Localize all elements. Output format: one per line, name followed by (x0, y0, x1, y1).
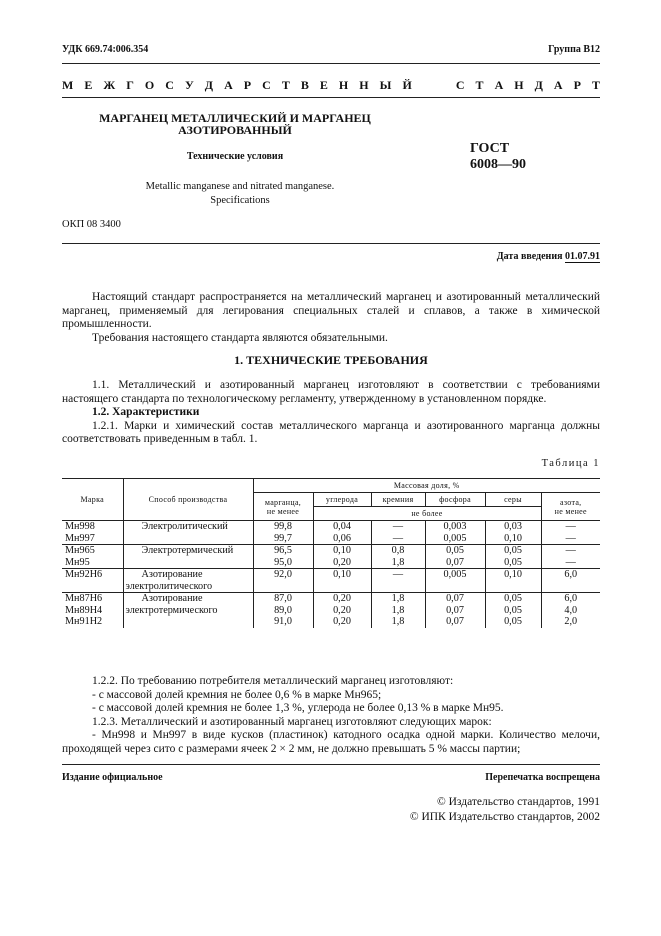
banner-letter: С (455, 78, 465, 92)
effective-date-label: Дата введения (496, 251, 563, 262)
banner-letter: А (553, 78, 563, 92)
banner-letter: Р (573, 78, 581, 92)
cell-si: 1,8 (371, 616, 425, 628)
banner-letter: Д (204, 78, 214, 92)
cell-si: — (371, 569, 425, 593)
effective-date-value: 01.07.91 (565, 251, 600, 262)
cell-mark: Мн89Н4 (65, 604, 103, 616)
cell-p: 0,07 (425, 557, 485, 569)
cell-n: — (541, 545, 600, 557)
banner-letter: Р (243, 78, 252, 92)
cell-si: 1,8 (371, 593, 425, 605)
cell-p: 0,003 (425, 521, 485, 533)
section-1-text (62, 379, 600, 447)
banner-letter: М (62, 78, 74, 92)
col-header-manganese (253, 493, 313, 521)
clause-1-2: 1.2. Характеристики (92, 406, 200, 419)
cell-c: 0,20 (313, 616, 371, 628)
cell-s: 0,05 (485, 605, 541, 617)
cell-method (123, 593, 253, 628)
cell-p: 0,07 (425, 616, 485, 628)
col-header-not-more: не более (313, 507, 541, 521)
cell-mark: Мн91Н2 (65, 616, 103, 627)
table-row (62, 545, 600, 557)
cell-s: 0,10 (485, 569, 541, 593)
col-header-manganese-line-1: марганца, (264, 497, 302, 507)
cell-s: 0,05 (485, 557, 541, 569)
cell-si: 1,8 (371, 605, 425, 617)
table-row (62, 521, 600, 533)
section-heading: 1. ТЕХНИЧЕСКИЕ ТРЕБОВАНИЯ (234, 353, 428, 367)
cell-n: 2,0 (541, 616, 600, 628)
cell-p: 0,005 (425, 569, 485, 593)
banner-letter: Т (281, 78, 290, 92)
banner-letter: Г (126, 78, 134, 92)
cell-mark: Мн95 (65, 556, 90, 568)
intro-paragraph-2: Требования настоящего стандарта являются обязательными. (92, 331, 388, 344)
cell-c: 0,20 (313, 557, 371, 569)
official-edition: Издание официальное (62, 772, 163, 783)
title-line-2: АЗОТИРОВАННЫЙ (178, 123, 292, 137)
banner-letter: Н (514, 78, 524, 92)
banner-letter: О (144, 78, 155, 92)
copyright-2002: © ИПК Издательство стандартов, 2002 (409, 811, 600, 823)
col-header-nitrogen-line-2: не менее (554, 506, 587, 516)
banner-letter: Е (84, 78, 93, 92)
banner-letter: С (165, 78, 174, 92)
cell-method-line: Азотирование (141, 593, 203, 604)
cell-c: 0,10 (313, 569, 371, 593)
date-rule (62, 243, 600, 244)
banner-letter: Й (402, 78, 412, 92)
cell-p: 0,005 (425, 533, 485, 545)
cell-si: — (371, 533, 425, 545)
cell-mn: 87,0 (253, 593, 313, 605)
col-header-manganese-line-2: не менее (266, 506, 300, 516)
gost-designation (470, 141, 526, 173)
cell-mark: Мн998 (65, 521, 95, 532)
cell-mn: 91,0 (253, 616, 313, 628)
table-row (62, 593, 600, 605)
document-subtitle: Технические условия (186, 151, 284, 162)
cell-method-line: Электролитический (141, 521, 228, 532)
document-title (80, 112, 390, 136)
cell-s: 0,05 (485, 545, 541, 557)
table-row (62, 569, 600, 593)
reprint-notice: Перепечатка воспрещена (485, 772, 600, 783)
clause-1-2-3: 1.2.3. Металлический и азотированный марганец изготовляют следующих марок: (92, 715, 492, 728)
cell-method-line: Электротермический (141, 545, 234, 556)
cell-si: 1,8 (371, 557, 425, 569)
cell-si: — (371, 521, 425, 533)
cell-method-line: Азотирование (141, 569, 203, 580)
col-header-mass-fraction: Массовая доля, % (253, 479, 600, 493)
cell-n: — (541, 557, 600, 569)
col-header-carbon: углерода (313, 493, 371, 507)
cell-mn: 99,8 (253, 521, 313, 533)
cell-mark: Мн87Н6 (65, 593, 103, 604)
banner-letter: Т (591, 78, 600, 92)
copyright-1991: © Издательство стандартов, 1991 (436, 796, 600, 808)
cell-method (123, 545, 253, 569)
cell-s: 0,05 (485, 616, 541, 628)
cell-mn: 95,0 (253, 557, 313, 569)
banner-letter: Д (534, 78, 543, 92)
cell-mn: 89,0 (253, 605, 313, 617)
title-line-1: МАРГАНЕЦ МЕТАЛЛИЧЕСКИЙ И МАРГАНЕЦ (99, 111, 371, 125)
cell-mn: 99,7 (253, 533, 313, 545)
banner-letter: В (300, 78, 309, 92)
col-header-mark: Марка (62, 479, 123, 521)
cell-mark: Мн92Н6 (65, 569, 103, 580)
cell-mark: Мн965 (65, 545, 95, 556)
banner-letter: Ы (379, 78, 392, 92)
cell-s: 0,05 (485, 593, 541, 605)
copyright-block (410, 795, 600, 825)
composition-table (62, 478, 600, 628)
english-title (80, 180, 400, 208)
cell-p: 0,07 (425, 593, 485, 605)
cell-c: 0,20 (313, 605, 371, 617)
cell-si: 0,8 (371, 545, 425, 557)
intro-text (62, 291, 600, 345)
clause-1-2-2-item-1: - с массовой долей кремния не более 0,6 % в марке Мн965; (92, 688, 382, 701)
cell-c: 0,06 (313, 533, 371, 545)
clause-1-2-2-item-2: - с массовой долей кремния не более 1,3 %, углерода не более 0,13 % в марке Мн95. (92, 702, 504, 715)
banner-letter: А (494, 78, 504, 92)
cell-n: — (541, 521, 600, 533)
clause-1-2-1: 1.2.1. Марки и химический состав металлического марганца и азотированного марганца должны соответствовать приведенным в табл. 1. (62, 419, 600, 446)
banner-letter: Т (475, 78, 484, 92)
cell-n: — (541, 533, 600, 545)
col-header-silicon: кремния (371, 493, 425, 507)
cell-mn: 92,0 (253, 569, 313, 593)
cell-method (123, 569, 253, 593)
gost-number: 6008—90 (470, 157, 526, 172)
after-table-text (62, 675, 600, 757)
col-header-nitrogen (541, 493, 600, 521)
banner-letter: С (262, 78, 271, 92)
english-title-line-1: Metallic manganese and nitrated manganese. (145, 181, 335, 192)
table-body (62, 521, 600, 628)
banner-letter: Ж (103, 78, 116, 92)
cell-s: 0,03 (485, 521, 541, 533)
udk-code: УДК 669.74:006.354 (62, 44, 149, 55)
cell-c: 0,20 (313, 593, 371, 605)
group-code: Группа В12 (548, 44, 600, 55)
english-title-line-2: Specifications (210, 195, 270, 206)
banner-letter: У (184, 78, 194, 92)
col-header-method: Способ производства (123, 479, 253, 521)
banner-rule (62, 97, 600, 98)
banner-letter: Н (359, 78, 369, 92)
footer-rule (62, 764, 600, 765)
cell-p: 0,07 (425, 605, 485, 617)
cell-p: 0,05 (425, 545, 485, 557)
banner-letter: А (224, 78, 233, 92)
interstate-standard-banner (62, 78, 600, 93)
col-header-nitrogen-line-1: азота, (559, 497, 582, 507)
gost-label: ГОСТ (470, 141, 510, 156)
col-header-phosphorus: фосфора (425, 493, 485, 507)
clause-1-1: 1.1. Металлический и азотированный марганец изготовляют в соответствии с требованиями настоящего стандарта по технологическому регламенту, утвержденному в установленном порядке. (62, 379, 600, 405)
clause-1-2-2: 1.2.2. По требованию потребителя металлический марганец изготовляют: (92, 675, 454, 687)
cell-method (123, 521, 253, 545)
header-rule (62, 63, 600, 64)
cell-method-line: электротермического (125, 604, 218, 616)
cell-mn: 96,5 (253, 545, 313, 557)
cell-n: 6,0 (541, 569, 600, 593)
cell-s: 0,10 (485, 533, 541, 545)
banner-letter: Н (338, 78, 349, 92)
cell-n: 4,0 (541, 605, 600, 617)
table-caption: Таблица 1 (541, 458, 600, 469)
clause-1-2-3-item-1: - Мн998 и Мн997 в виде кусков (пластинок) катодного осадка одной марки. Количество мелочи, проходящей через сито с размерами ячеек 2 × 2 мм, не должно превышать 5 % массы партии; (62, 729, 600, 755)
cell-n: 6,0 (541, 593, 600, 605)
cell-c: 0,04 (313, 521, 371, 533)
intro-paragraph-1: Настоящий стандарт распространяется на металлический марганец и азотированный металлический марганец, применяемый для легирования специальных сталей и сплавов, а также в химической промышленности. (62, 291, 600, 331)
cell-mark: Мн997 (65, 532, 95, 544)
cell-c: 0,10 (313, 545, 371, 557)
banner-letter: Е (319, 78, 328, 92)
okp-code: ОКП 08 3400 (62, 219, 121, 230)
cell-method-line: электролитического (125, 580, 213, 592)
col-header-sulfur: серы (485, 493, 541, 507)
effective-date (497, 251, 600, 262)
